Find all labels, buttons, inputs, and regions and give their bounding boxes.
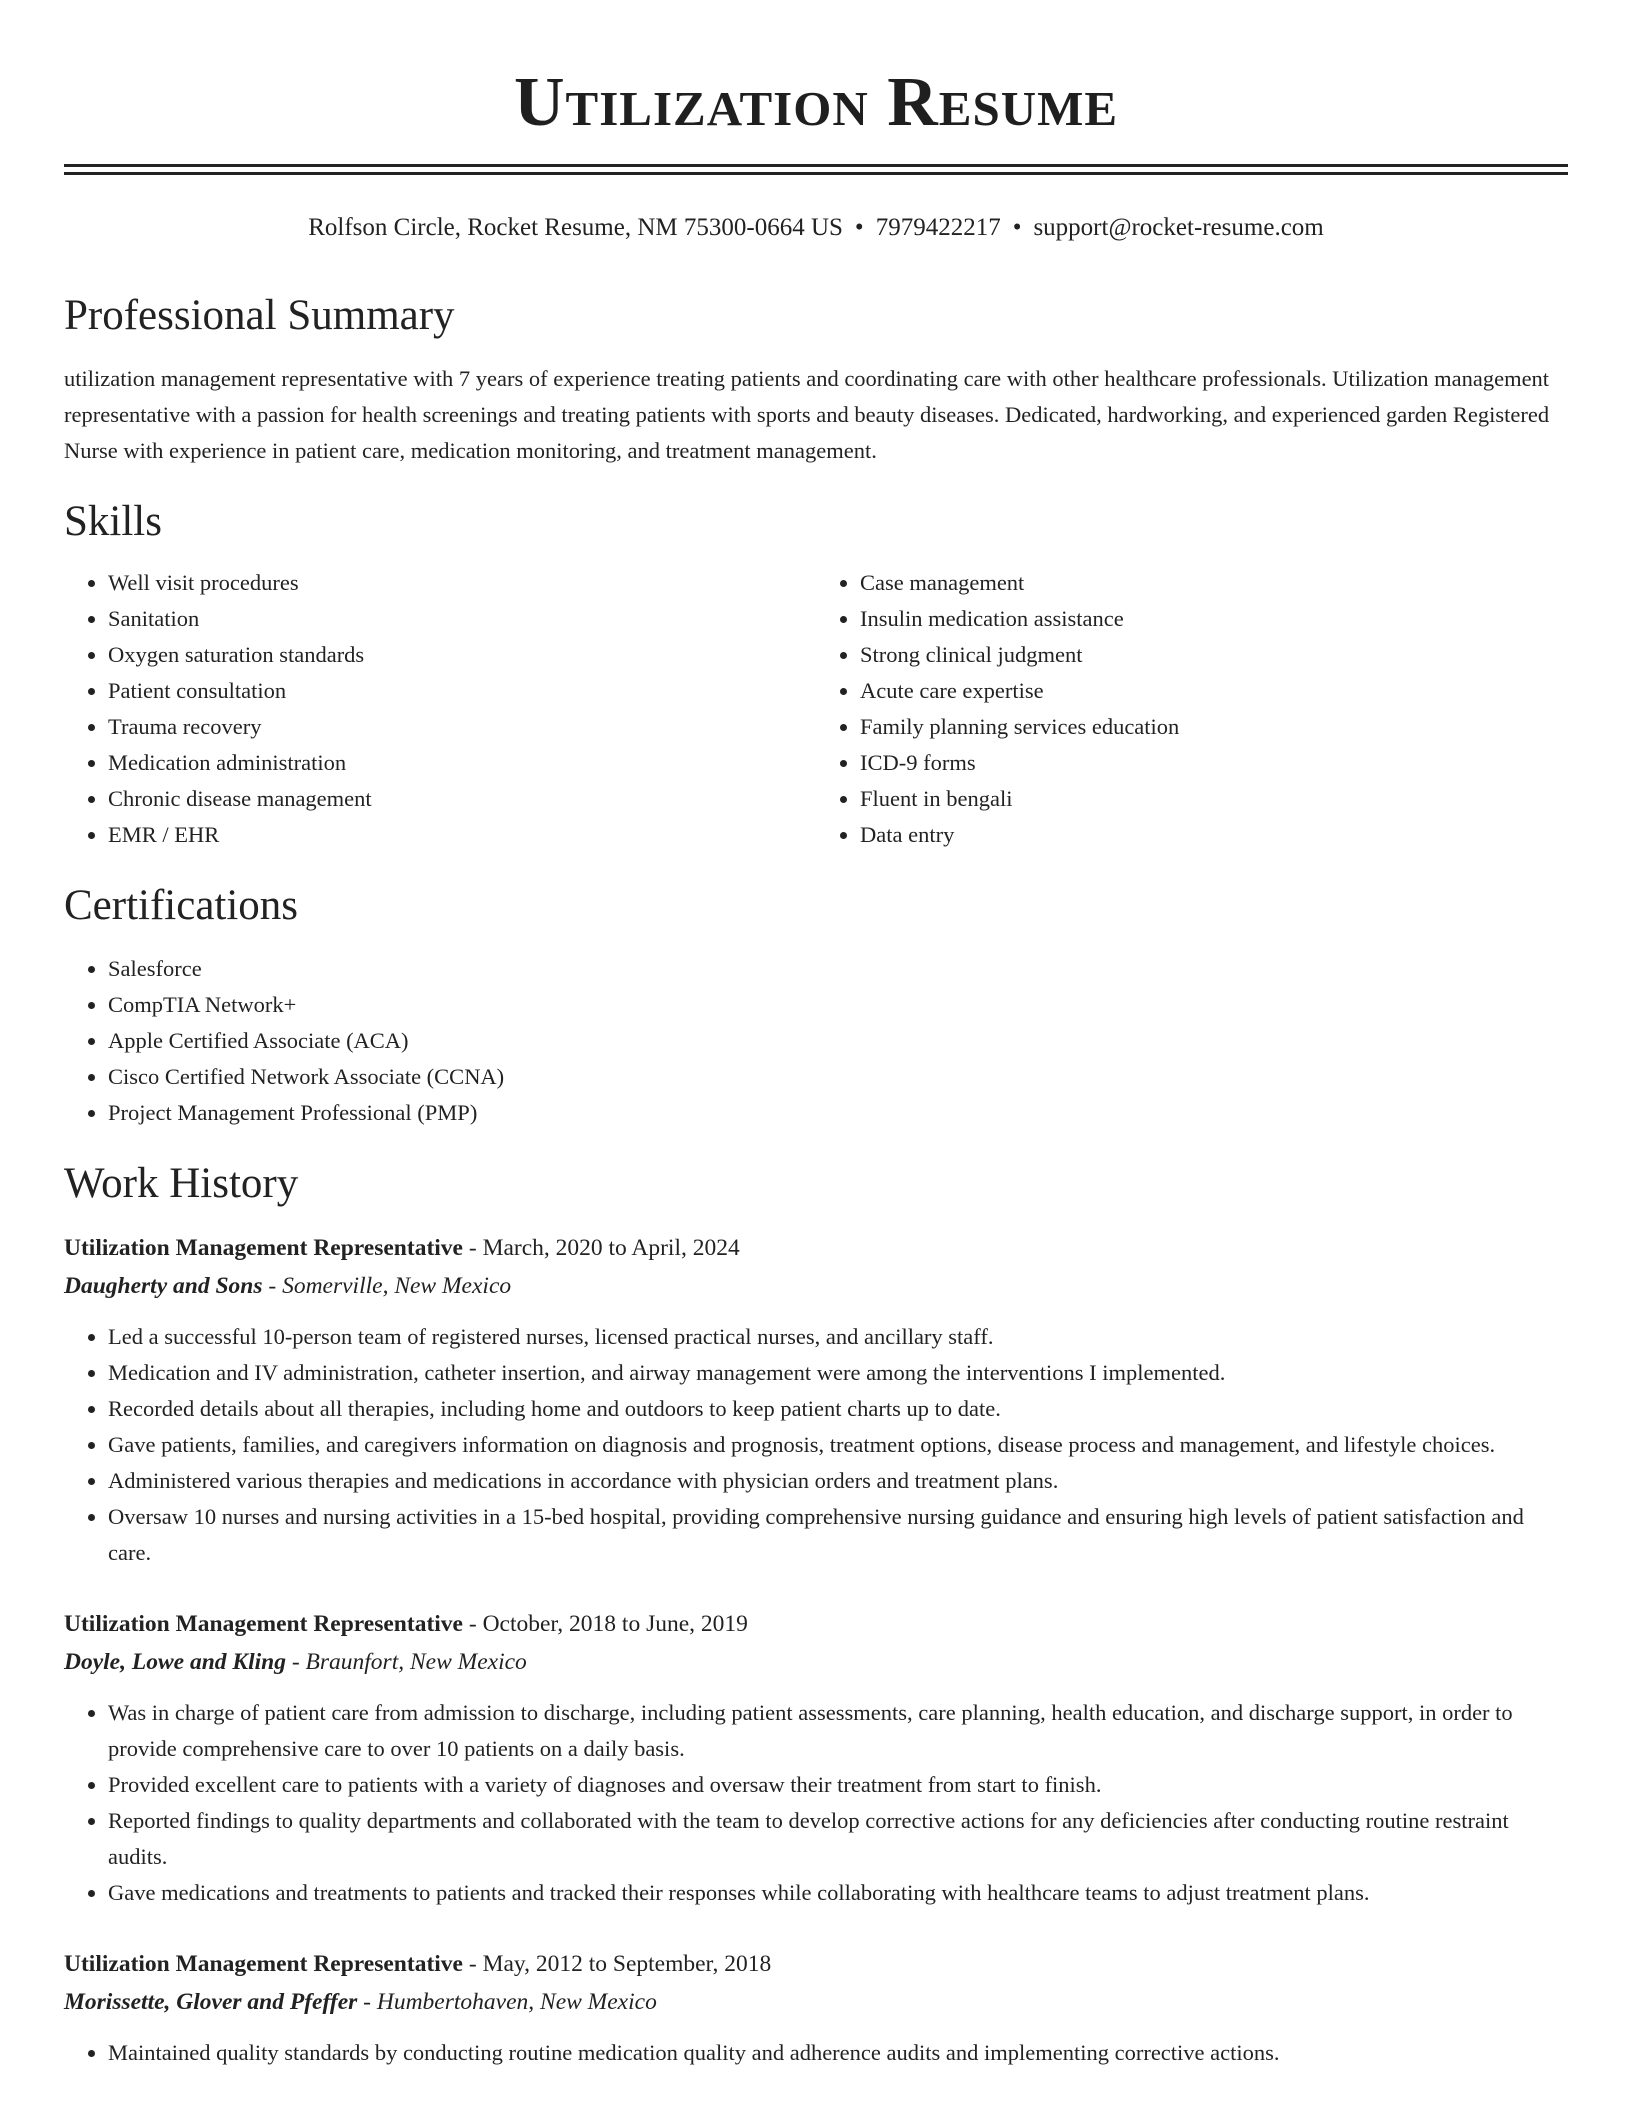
job-title: Utilization Management Representative: [64, 1611, 463, 1637]
contact-separator: •: [854, 214, 864, 241]
job-bullets: [64, 1319, 1568, 1571]
resume-name: Utilization Resume: [513, 64, 1119, 141]
job-bullet: • Medication and IV administration, catheter insertion, and airway management were among the interventions I implemented.: [108, 1355, 1568, 1391]
skill-item: • Case management: [860, 565, 1568, 601]
job-entry: [64, 1945, 1568, 2071]
job-dates: October, 2018 to June, 2019: [482, 1611, 748, 1637]
skill-item: • Well visit procedures: [108, 565, 816, 601]
header-rule-top: [64, 164, 1568, 167]
certification-item: • Salesforce: [108, 951, 1568, 987]
certification-item: • CompTIA Network+: [108, 987, 1568, 1023]
skill-item: • Acute care expertise: [860, 673, 1568, 709]
job-dates: May, 2012 to September, 2018: [482, 1951, 772, 1977]
job-entry: [64, 1229, 1568, 1571]
job-company-line: Morissette, Glover and Pfeffer - Humbertohaven, New Mexico: [64, 1989, 657, 2015]
contact-email: support@rocket-resume.com: [1033, 214, 1324, 241]
skill-item: • Family planning services education: [860, 709, 1568, 745]
skills-columns: [64, 565, 1568, 853]
skill-item: • Trauma recovery: [108, 709, 816, 745]
resume-content: [64, 0, 1568, 2071]
job-title-line: Utilization Management Representative - October, 2018 to June, 2019: [64, 1611, 748, 1637]
job-company: Morissette, Glover and Pfeffer: [64, 1989, 358, 2015]
job-bullet: • Administered various therapies and medications in accordance with physician orders and treatment plans.: [108, 1463, 1568, 1499]
certifications-list: [64, 951, 1568, 1131]
certification-item: • Apple Certified Associate (ACA): [108, 1023, 1568, 1059]
job-company-line: Daugherty and Sons - Somerville, New Mexico: [64, 1273, 512, 1299]
skills-list-right: [816, 565, 1568, 853]
skill-item: • ICD-9 forms: [860, 745, 1568, 781]
job-bullet: • Reported findings to quality departments and collaborated with the team to develop corrective actions for any deficiencies after conducting routine restraint audits.: [108, 1803, 1568, 1875]
skill-item: • Insulin medication assistance: [860, 601, 1568, 637]
certification-item: • Project Management Professional (PMP): [108, 1095, 1568, 1131]
job-title-line: Utilization Management Representative - March, 2020 to April, 2024: [64, 1235, 740, 1261]
summary-heading: Professional Summary: [64, 292, 455, 339]
job-company: Daugherty and Sons: [64, 1273, 263, 1299]
skill-item: • Strong clinical judgment: [860, 637, 1568, 673]
job-title: Utilization Management Representative: [64, 1235, 463, 1261]
skill-item: • Oxygen saturation standards: [108, 637, 816, 673]
work-history-heading: Work History: [64, 1160, 299, 1207]
job-location: Humbertohaven, New Mexico: [376, 1989, 657, 2015]
job-title-line: Utilization Management Representative - May, 2012 to September, 2018: [64, 1951, 772, 1977]
job-company-line: Doyle, Lowe and Kling - Braunfort, New Mexico: [64, 1649, 527, 1675]
job-bullets: [64, 1695, 1568, 1911]
job-title: Utilization Management Representative: [64, 1951, 463, 1977]
skill-item: • EMR / EHR: [108, 817, 816, 853]
skills-list-left: [64, 565, 816, 853]
certification-item: • Cisco Certified Network Associate (CCNA): [108, 1059, 1568, 1095]
job-bullets: [64, 2035, 1568, 2071]
job-bullet: • Was in charge of patient care from admission to discharge, including patient assessments, care planning, health education, and discharge support, in order to provide comprehensive care to over 10 patients on a daily basis.: [108, 1695, 1568, 1767]
job-bullet: • Oversaw 10 nurses and nursing activities in a 15-bed hospital, providing comprehensive nursing guidance and ensuring high levels of patient satisfaction and care.: [108, 1499, 1568, 1571]
job-location: Braunfort, New Mexico: [305, 1649, 527, 1675]
skill-item: • Fluent in bengali: [860, 781, 1568, 817]
skills-heading: Skills: [64, 498, 162, 545]
job-bullet: • Gave patients, families, and caregivers information on diagnosis and prognosis, treatment options, disease process and management, and lifestyle choices.: [108, 1427, 1568, 1463]
contact-phone: 7979422217: [875, 214, 1001, 241]
summary-text: utilization management representative with 7 years of experience treating patients and coordinating care with other healthcare professionals. Utilization management representative with a passion for health screenings and treating patients with sports and beauty diseases. Dedicated, hardworking, and experienced garden Registered Nurse with experience in patient care, medication monitoring, and treatment management.: [64, 366, 1550, 463]
job-bullet: • Recorded details about all therapies, including home and outdoors to keep patient charts up to date.: [108, 1391, 1568, 1427]
job-bullet: • Provided excellent care to patients with a variety of diagnoses and oversaw their treatment from start to finish.: [108, 1767, 1568, 1803]
job-bullet: • Gave medications and treatments to patients and tracked their responses while collaborating with healthcare teams to adjust treatment plans.: [108, 1875, 1568, 1911]
job-bullet: • Led a successful 10-person team of registered nurses, licensed practical nurses, and ancillary staff.: [108, 1319, 1568, 1355]
skill-item: • Data entry: [860, 817, 1568, 853]
contact-address: Rolfson Circle, Rocket Resume, NM 75300-0664 US: [308, 214, 843, 241]
header-rule-bottom: [64, 172, 1568, 175]
job-bullet: • Maintained quality standards by conducting routine medication quality and adherence audits and implementing corrective actions.: [108, 2035, 1568, 2071]
skill-item: • Chronic disease management: [108, 781, 816, 817]
skill-item: • Medication administration: [108, 745, 816, 781]
contact-line: [64, 211, 1568, 245]
certifications-heading: Certifications: [64, 882, 299, 929]
skill-item: • Sanitation: [108, 601, 816, 637]
job-entry: [64, 1605, 1568, 1911]
job-dates: March, 2020 to April, 2024: [482, 1235, 740, 1261]
job-company: Doyle, Lowe and Kling: [64, 1649, 286, 1675]
contact-separator: •: [1012, 214, 1022, 241]
job-location: Somerville, New Mexico: [282, 1273, 512, 1299]
skill-item: • Patient consultation: [108, 673, 816, 709]
